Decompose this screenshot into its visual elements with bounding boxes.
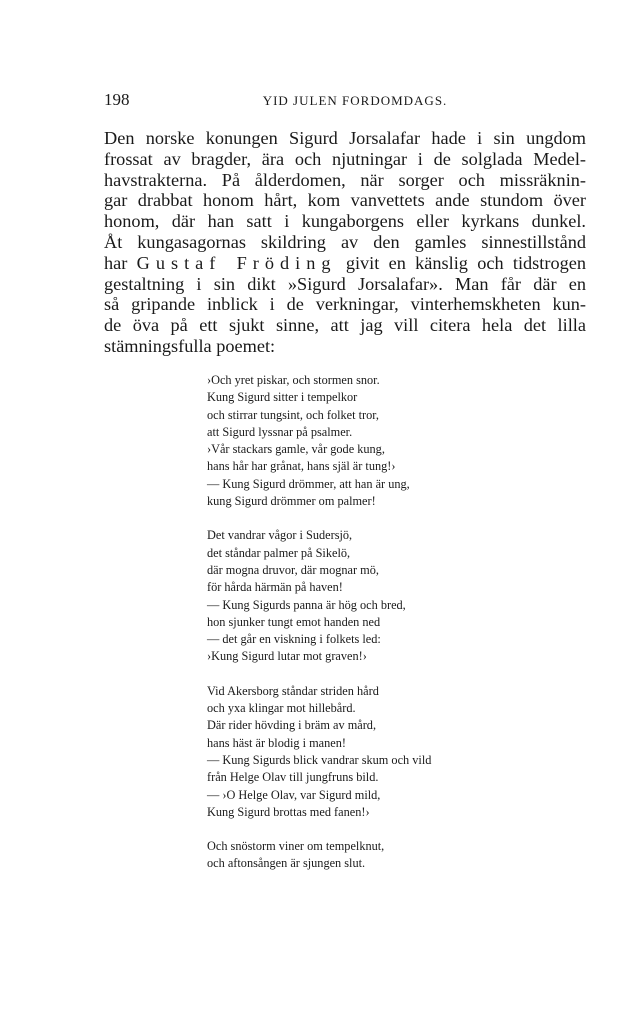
prose-line: gar drabbat honom hårt, kom vanvettets ande stundom över — [104, 190, 586, 211]
verse-line: Vid Akersborg ståndar striden hård — [207, 683, 379, 698]
verse-line: ›Och yret piskar, och stormen snor. — [207, 373, 380, 387]
prose-fragment: har — [104, 252, 128, 273]
verse-line: Där rider hövding i bräm av mård, — [207, 718, 377, 733]
verse-line: hon sjunker tungt emot handen ned — [207, 614, 381, 629]
verse-line: — Kung Sigurds blick vandrar skum och vild — [207, 752, 432, 767]
verse-line: — Kung Sigurd drömmer, att han är ung, — [207, 476, 410, 491]
poem-stanza — [207, 838, 507, 873]
verse-line: från Helge Olav till jungfruns bild. — [207, 770, 379, 785]
poem-stanza — [207, 372, 507, 510]
verse-line: och aftonsången är sjungen slut. — [207, 856, 366, 871]
prose-line: honom, där han satt i kungaborgens eller kyrkans dunkel. — [104, 211, 586, 232]
verse-line: — det går en viskning i folkets led: — [207, 632, 381, 647]
verse-line: — ›O Helge Olav, var Sigurd mild, — [207, 787, 381, 802]
prose-line: så gripande inblick i de verkningar, vinterhemskheten kun- — [104, 294, 586, 315]
verse-line: där mogna druvor, där mognar mö, — [207, 562, 379, 577]
author-name-spaced: Gustaf Fröding — [136, 252, 337, 273]
verse-line: och yxa klingar mot hillebård. — [207, 701, 356, 716]
poem-stanza — [207, 683, 507, 821]
prose-line: frossat av bragder, ära och njutningar i de solglada Medel- — [104, 148, 586, 169]
verse-line: hans hår har grånat, hans själ är tung!› — [207, 459, 396, 474]
verse-line: Kung Sigurd sitter i tempelkor — [207, 390, 358, 405]
verse-line: hans häst är blodig i manen! — [207, 735, 346, 750]
verse-line: Kung Sigurd brottas med fanen!› — [207, 804, 370, 819]
poem-stanza — [207, 527, 507, 665]
verse-line: kung Sigurd drömmer om palmer! — [207, 494, 376, 509]
prose-line: Åt kungasagornas skildring av den gamles sinnestillstånd — [104, 231, 586, 252]
prose-line: de öva på ett sjukt sinne, att jag vill citera hela det lilla — [104, 315, 586, 336]
prose-line — [104, 253, 586, 274]
poem — [207, 372, 507, 890]
verse-line: ›Kung Sigurd lutar mot graven!› — [207, 649, 367, 664]
prose-line: Den norske konungen Sigurd Jorsalafar hade i sin ungdom — [104, 128, 586, 148]
prose-line: stämningsfulla poemet: — [104, 335, 276, 356]
prose-paragraph — [104, 128, 586, 357]
verse-line: Det vandrar vågor i Sudersjö, — [207, 528, 353, 543]
verse-line: att Sigurd lyssnar på psalmer. — [207, 424, 353, 439]
prose-line: havstrakterna. På ålderdomen, när sorger och missräknin- — [104, 169, 586, 190]
verse-line: och stirrar tungsint, och folket tror, — [207, 407, 379, 422]
verse-line: det ståndar palmer på Sikelö, — [207, 545, 351, 560]
verse-line: — Kung Sigurds panna är hög och bred, — [207, 597, 406, 612]
verse-line: ›Vår stackars gamle, vår gode kung, — [207, 442, 385, 457]
prose-fragment: givit en känslig och tidstrogen — [345, 252, 586, 273]
verse-line: för hårda härmän på haven! — [207, 580, 343, 595]
running-title: YID JULEN FORDOMDAGS. — [262, 93, 448, 108]
verse-line: Och snöstorm viner om tempelknut, — [207, 839, 385, 854]
page-number: 198 — [104, 90, 130, 109]
prose-line: gestaltning i sin dikt »Sigurd Jorsalafar». Man får där en — [104, 273, 586, 294]
